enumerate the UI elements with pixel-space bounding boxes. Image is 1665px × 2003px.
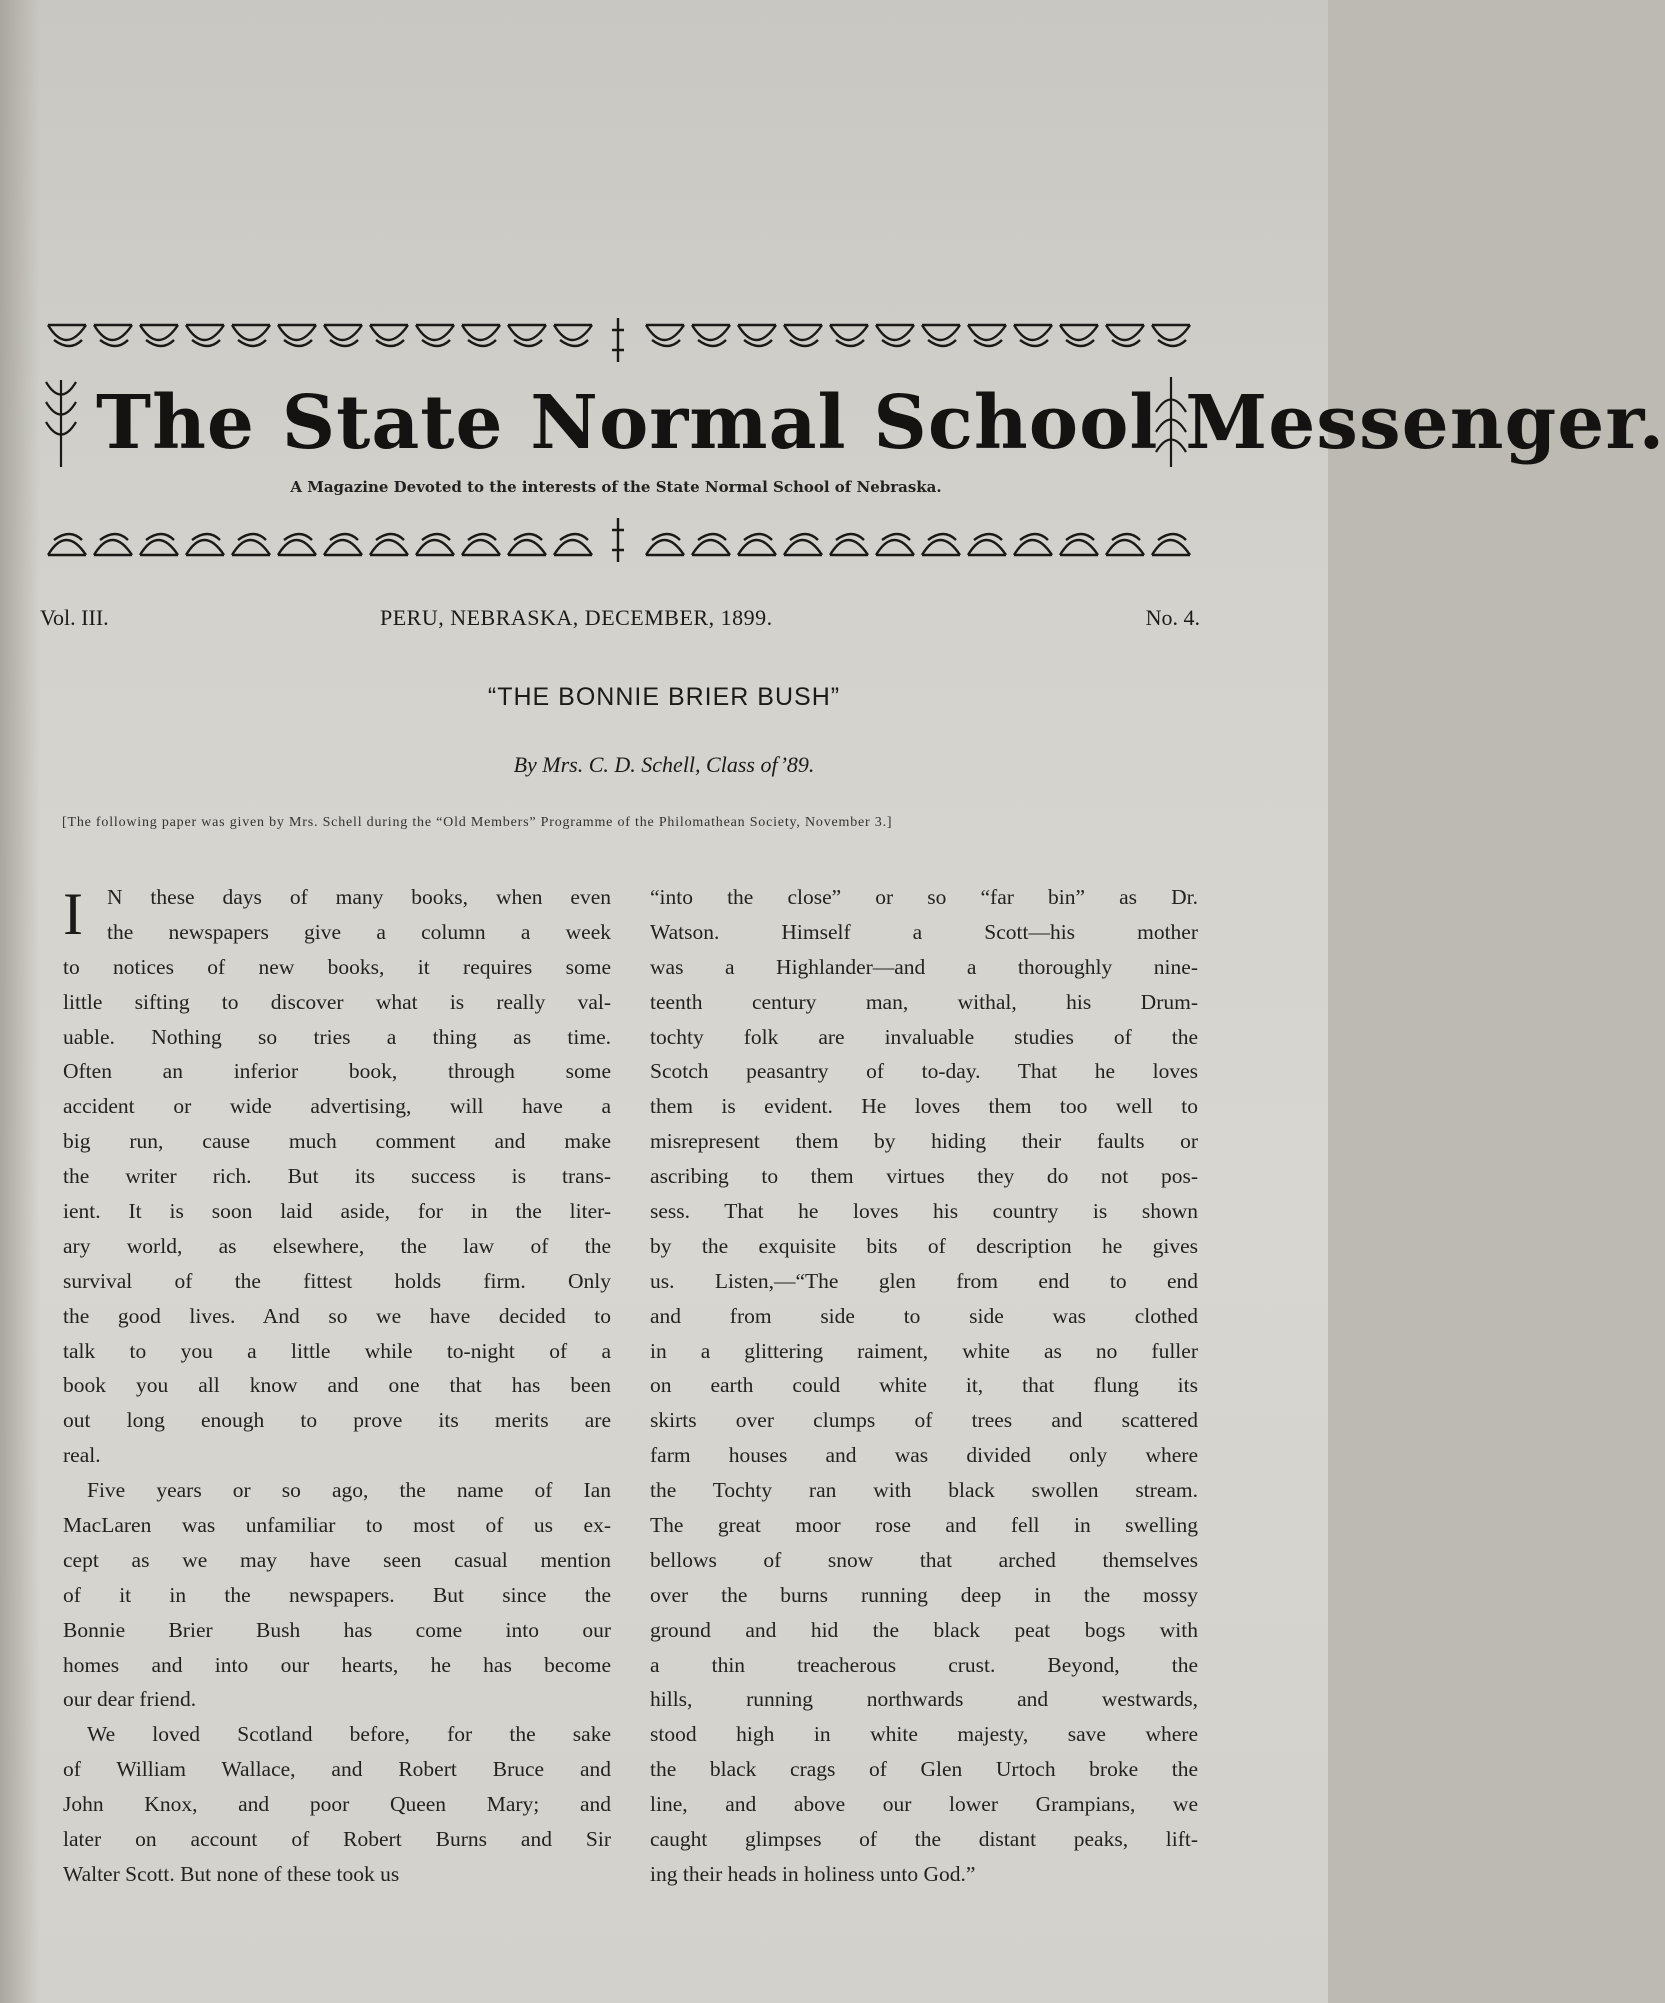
text-line: MacLaren was unfamiliar to most of us ex- <box>63 1513 611 1538</box>
text-line: over the burns running deep in the mossy <box>650 1582 1198 1607</box>
text-line: them is evident. He loves them too well to <box>650 1094 1198 1119</box>
drop-cap: I <box>63 881 83 947</box>
text-line: real. <box>63 1443 101 1468</box>
text-line: misrepresent them by hiding their faults or <box>650 1129 1198 1154</box>
text-line: sess. That he loves his country is shown <box>650 1199 1198 1224</box>
text-line: of William Wallace, and Robert Bruce and <box>63 1757 611 1782</box>
text-line: accident or wide advertising, will have a <box>63 1094 611 1119</box>
text-line: survival of the fittest holds firm. Only <box>63 1268 611 1293</box>
text-line: the Tochty ran with black swollen stream. <box>650 1478 1198 1503</box>
text-line: We loved Scotland before, for the sake <box>87 1722 611 1747</box>
text-line: the good lives. And so we have decided to <box>63 1303 611 1328</box>
text-line: big run, cause much comment and make <box>63 1129 611 1154</box>
text-line: Watson. Himself a Scott—his mother <box>650 919 1198 944</box>
article-title: “THE BONNIE BRIER BUSH” <box>487 683 841 711</box>
text-column-right <box>650 880 1198 1892</box>
text-column-left <box>63 880 611 1892</box>
text-line: ient. It is soon laid aside, for in the liter- <box>63 1199 611 1224</box>
text-line: Bonnie Brier Bush has come into our <box>63 1617 611 1642</box>
text-line: N these days of many books, when even <box>107 885 611 909</box>
text-line: hills, running northwards and westwards, <box>650 1687 1198 1712</box>
text-line: by the exquisite bits of description he gives <box>650 1233 1198 1258</box>
text-line: us. Listen,—“The glen from end to end <box>650 1268 1198 1293</box>
text-line: tochty folk are invaluable studies of the <box>650 1024 1198 1049</box>
text-line: and from side to side was clothed <box>650 1303 1198 1328</box>
text-line: out long enough to prove its merits are <box>63 1408 611 1433</box>
text-line: teenth century man, withal, his Drum- <box>650 989 1198 1014</box>
text-line: Scotch peasantry of to-day. That he loves <box>650 1059 1198 1084</box>
text-line: of it in the newspapers. But since the <box>63 1582 611 1607</box>
text-line: ary world, as elsewhere, the law of the <box>63 1233 611 1258</box>
text-line: the writer rich. But its success is trans- <box>63 1164 611 1189</box>
text-line: a thin treacherous crust. Beyond, the <box>650 1652 1198 1677</box>
text-line: ascribing to them virtues they do not pos- <box>650 1164 1198 1189</box>
issue-number-label: No. 4. <box>1145 605 1200 630</box>
text-line: ground and hid the black peat bogs with <box>650 1617 1198 1642</box>
text-line: to notices of new books, it requires some <box>63 954 611 979</box>
text-line: line, and above our lower Grampians, we <box>650 1792 1198 1817</box>
text-line: talk to you a little while to-night of a <box>63 1338 611 1363</box>
text-line: Walter Scott. But none of these took us <box>63 1861 400 1886</box>
text-line: the black crags of Glen Urtoch broke the <box>650 1757 1198 1782</box>
text-line: uable. Nothing so tries a thing as time. <box>63 1024 611 1049</box>
issue-line <box>40 605 1200 635</box>
text-line: cept as we may have seen casual mention <box>63 1547 611 1572</box>
volume-label: Vol. III. <box>40 605 109 630</box>
text-line: on earth could white it, that flung its <box>650 1373 1198 1398</box>
magazine-title: The State Normal School Messenger. <box>96 380 1665 466</box>
page-edge-shadow <box>0 0 40 2003</box>
text-line: The great moor rose and fell in swelling <box>650 1513 1198 1538</box>
text-line: homes and into our hearts, he has become <box>63 1652 611 1677</box>
text-line: Often an inferior book, through some <box>63 1059 611 1084</box>
text-line: our dear friend. <box>63 1687 197 1712</box>
ornament-left <box>36 372 86 472</box>
text-line: ing their heads in holiness unto God.” <box>650 1861 976 1886</box>
text-line: skirts over clumps of trees and scattered <box>650 1408 1198 1433</box>
text-line: bellows of snow that arched themselves <box>650 1547 1198 1572</box>
magazine-subtitle: A Magazine Devoted to the interests of the State Normal School of Nebraska. <box>290 478 942 496</box>
place-date-label: PERU, NEBRASKA, DECEMBER, 1899. <box>380 605 773 630</box>
ornament-border-bottom <box>36 510 1196 570</box>
text-line: later on account of Robert Burns and Sir <box>63 1827 611 1852</box>
text-line: the newspapers give a column a week <box>107 919 611 944</box>
text-line: “into the close” or so “far bin” as Dr. <box>650 885 1198 909</box>
text-line: was a Highlander—and a thoroughly nine- <box>650 954 1198 979</box>
text-line: book you all know and one that has been <box>63 1373 611 1398</box>
masthead <box>36 310 1665 568</box>
text-line: John Knox, and poor Queen Mary; and <box>63 1792 611 1817</box>
text-line: caught glimpses of the distant peaks, lift- <box>650 1827 1198 1852</box>
article-note: [The following paper was given by Mrs. Schell during the “Old Members” Programme of the Philomathean Society, November 3.] <box>62 815 893 830</box>
text-line: Five years or so ago, the name of Ian <box>87 1478 611 1503</box>
text-line: stood high in white majesty, save where <box>650 1722 1198 1747</box>
text-line: farm houses and was divided only where <box>650 1443 1198 1468</box>
ornament-border-top <box>36 310 1196 370</box>
article-byline: By Mrs. C. D. Schell, Class of’89. <box>513 752 815 777</box>
text-line: in a glittering raiment, white as no fuller <box>650 1338 1198 1363</box>
text-line: little sifting to discover what is really val- <box>63 989 611 1014</box>
